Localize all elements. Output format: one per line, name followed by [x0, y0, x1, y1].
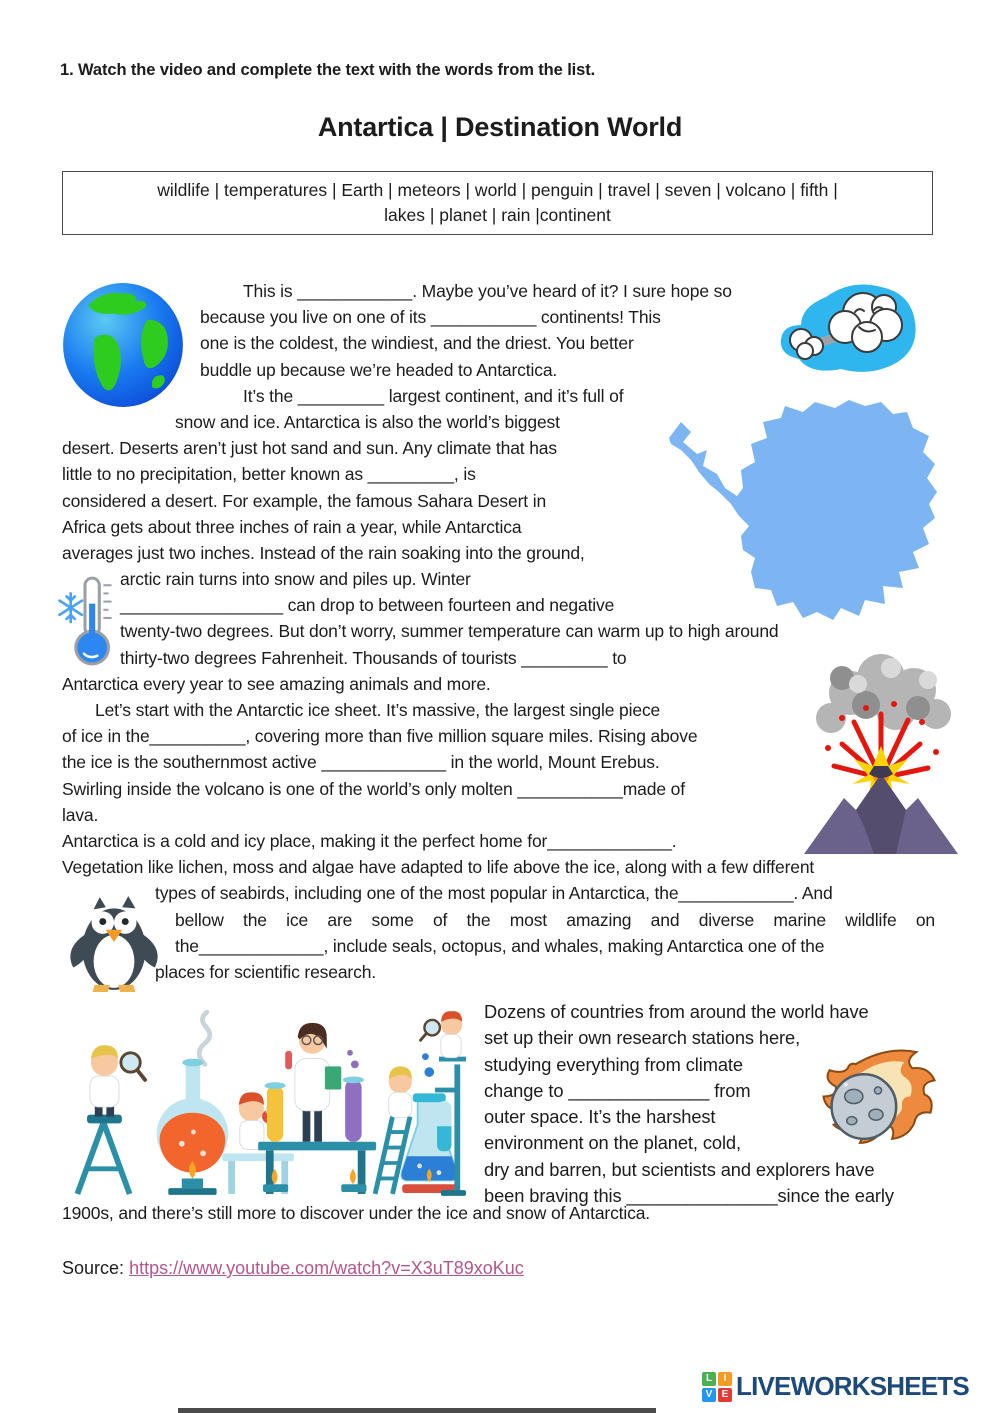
logo-letter: L	[702, 1372, 716, 1386]
text-line: Africa gets about three inches of rain a year, while Antarctica	[62, 516, 522, 537]
worksheet-body-text	[62, 278, 938, 985]
text-line: one is the coldest, the windiest, and the driest. You better	[200, 333, 634, 354]
kids-science-lab-illustration	[60, 1005, 466, 1205]
logo-letter: V	[702, 1388, 716, 1402]
word-bank-line-1: wildlife | temperatures | Earth | meteors | world | penguin | travel | seven | volcano | fifth |	[157, 180, 838, 200]
exercise-instruction: 1. Watch the video and complete the text with the words from the list.	[60, 61, 596, 79]
word-bank-box	[62, 171, 933, 235]
text-line: buddle up because we’re headed to Antarctica.	[200, 359, 558, 380]
text-line: thirty-two degrees Fahrenheit. Thousands of tourists _________ to	[120, 647, 627, 668]
bottom-edge-bar	[178, 1408, 656, 1413]
logo-letter: E	[718, 1388, 732, 1402]
text-line: studying everything from climate	[484, 1053, 743, 1075]
liveworksheets-logo[interactable]	[702, 1371, 969, 1402]
text-line: lava.	[62, 804, 99, 825]
text-line: because you live on one of its ___________ continents! This	[200, 307, 661, 328]
source-label: Source:	[62, 1258, 125, 1278]
text-line: This is ____________. Maybe you’ve heard of it? I sure hope so	[243, 281, 732, 301]
text-line: Antarctica every year to see amazing animals and more.	[62, 673, 491, 694]
word-bank-line-2: lakes | planet | rain |continent	[384, 205, 611, 225]
text-line: It’s the _________ largest continent, and it’s full of	[243, 385, 624, 406]
text-line: snow and ice. Antarctica is also the world’s biggest	[175, 411, 560, 432]
text-line: little to no precipitation, better known as _________, is	[62, 464, 476, 485]
source-link[interactable]: https://www.youtube.com/watch?v=X3uT89xoKuc	[129, 1258, 524, 1278]
text-line: twenty-two degrees. But don’t worry, summer temperature can warm up to high around	[120, 621, 779, 642]
research-paragraph	[484, 999, 954, 1209]
text-line: types of seabirds, including one of the most popular in Antarctica, the____________. And	[155, 883, 833, 904]
page-title: Antartica | Destination World	[317, 112, 683, 142]
text-line: places for scientific research.	[155, 961, 376, 982]
text-line: desert. Deserts aren’t just hot sand and sun. Any climate that has	[62, 438, 557, 459]
text-line: the_____________, include seals, octopus, and whales, making Antarctica one of the	[175, 935, 825, 956]
liveworksheets-logo-text: LIVEWORKSHEETS	[736, 1371, 969, 1401]
text-line: arctic rain turns into snow and piles up. Winter	[120, 569, 471, 590]
text-line: averages just two inches. Instead of the rain soaking into the ground,	[62, 542, 585, 563]
text-line: bellow the ice are some of the most amazing and diverse marine wildlife on	[175, 909, 935, 930]
text-line: considered a desert. For example, the famous Sahara Desert in	[62, 490, 547, 511]
text-line: change to ______________ from	[484, 1079, 751, 1101]
text-line: _________________ can drop to between fourteen and negative	[120, 595, 615, 616]
text-line: outer space. It’s the harshest	[484, 1106, 716, 1128]
text-line: Vegetation like lichen, moss and algae have adapted to life above the ice, along with a few different	[62, 857, 815, 878]
text-line: the ice is the southernmost active _____________ in the world, Mount Erebus.	[62, 752, 660, 773]
text-line: environment on the planet, cold,	[484, 1132, 741, 1154]
logo-letter: I	[718, 1372, 732, 1386]
text-line: Let’s start with the Antarctic ice sheet. It’s massive, the largest single piece	[95, 700, 661, 720]
text-line: set up their own research stations here,	[484, 1027, 801, 1049]
text-line: been braving this _______________since the early	[484, 1185, 894, 1207]
text-line: Swirling inside the volcano is one of the world’s only molten ___________made of	[62, 778, 685, 799]
source-line	[62, 1258, 524, 1279]
closing-line: 1900s, and there’s still more to discover under the ice and snow of Antarctica.	[62, 1203, 651, 1223]
text-line: of ice in the__________, covering more than five million square miles. Rising above	[62, 726, 698, 747]
text-line: Dozens of countries from around the world have	[484, 1001, 869, 1022]
liveworksheets-logo-icon	[702, 1372, 732, 1402]
text-line: Antarctica is a cold and icy place, making it the perfect home for_____________.	[62, 830, 677, 851]
text-line: dry and barren, but scientists and explorers have	[484, 1158, 875, 1180]
